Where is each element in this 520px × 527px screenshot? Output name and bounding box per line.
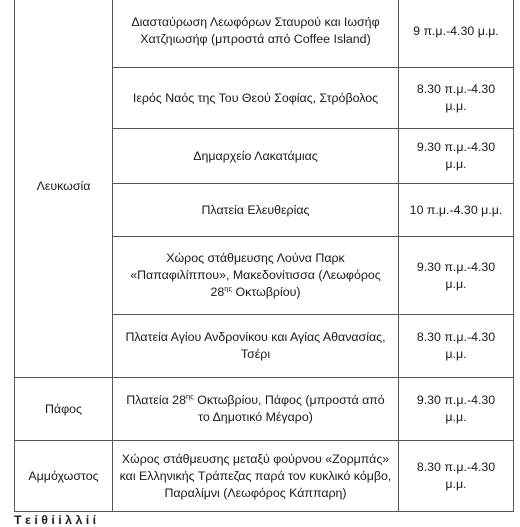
hours-cell: 9.30 π.μ.-4.30 μ.μ.: [399, 378, 514, 441]
schedule-table: [14, 0, 514, 512]
location-text: Χώρος στάθμευσης Λούνα Παρκ «Παπαφιλίππου», Μακεδονίτισσα (Λεωφόρος 28: [130, 251, 381, 299]
location-text: Οκτωβρίου): [232, 285, 301, 299]
hours-cell: 8.30 π.μ.-4.30 μ.μ.: [399, 315, 514, 378]
location-text: Πλατεία 28: [126, 393, 186, 407]
city-cell-ammochostos: Αμμόχωστος: [15, 441, 113, 512]
hours-cell: 8.30 π.μ.-4.30 μ.μ.: [399, 441, 514, 512]
ordinal-suffix: ης: [224, 284, 233, 293]
city-cell-lefkosia: Λευκωσία: [15, 0, 113, 378]
location-cell: [113, 237, 399, 315]
location-text: Οκτωβρίου, Πάφος (μπροστά από το Δημοτικό Μέγαρο): [193, 393, 385, 424]
location-cell: Δημαρχείο Λακατάμιας: [113, 129, 399, 184]
location-cell: Πλατεία Ελευθερίας: [113, 184, 399, 237]
location-cell: Χώρος στάθμευσης μεταξύ φούρνου «Ζορμπάς» και Ελληνικής Τράπεζας παρά τον κυκλικό κόμβο, Παραλίμνι (Λεωφόρος Κάππαρη): [113, 441, 399, 512]
ordinal-suffix: ης: [185, 392, 194, 401]
city-cell-pafos: Πάφος: [15, 378, 113, 441]
hours-cell: 10 π.μ.-4.30 μ.μ.: [399, 184, 514, 237]
table-row: [15, 0, 514, 68]
location-cell: Πλατεία Αγίου Ανδρονίκου και Αγίας Αθανασίας, Τσέρι: [113, 315, 399, 378]
hours-cell: 9.30 π.μ.-4.30 μ.μ.: [399, 129, 514, 184]
hours-cell: 9 π.μ.-4.30 μ.μ.: [399, 0, 514, 68]
footer-cutoff-text: Τ ε ί θ ί ί λ λ ί ί: [14, 513, 97, 527]
location-cell: [113, 378, 399, 441]
hours-cell: 8.30 π.μ.-4.30 μ.μ.: [399, 68, 514, 129]
location-cell: Διασταύρωση Λεωφόρων Σταυρού και Ιωσήφ Χατζηιωσήφ (μπροστά από Coffee Island): [113, 0, 399, 68]
location-cell: Ιερός Ναός της Του Θεού Σοφίας, Στρόβολος: [113, 68, 399, 129]
table-row: [15, 441, 514, 512]
table-row: [15, 378, 514, 441]
hours-cell: 9.30 π.μ.-4.30 μ.μ.: [399, 237, 514, 315]
